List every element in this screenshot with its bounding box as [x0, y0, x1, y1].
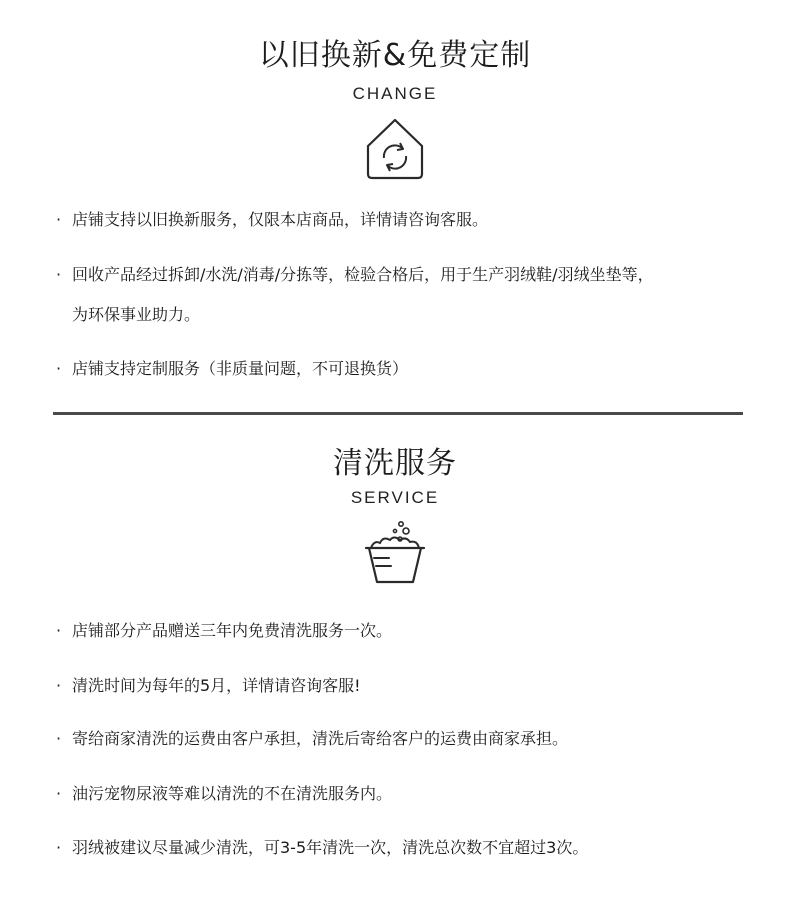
change-item-1	[56, 209, 488, 231]
change-item-2	[56, 264, 654, 286]
change-subtitle: CHANGE	[352, 84, 438, 103]
bullet-dot: ·	[56, 265, 62, 284]
service-item-4-text: 油污宠物尿液等难以清洗的不在清洗服务内。	[72, 784, 393, 803]
change-item-2-continuation: 为环保事业助力。	[72, 305, 201, 324]
house-recycle-icon	[0, 116, 790, 186]
service-item-2	[56, 675, 361, 697]
bullet-dot: ·	[56, 729, 62, 748]
service-item-4	[56, 783, 392, 805]
change-item-3-text: 店铺支持定制服务（非质量问题，不可退换货）	[72, 359, 409, 378]
service-item-1-text: 店铺部分产品赠送三年内免费清洗服务一次。	[72, 621, 393, 640]
service-item-3-text: 寄给商家清洗的运费由客户承担，清洗后寄给客户的运费由商家承担。	[72, 729, 569, 748]
bullet-dot: ·	[56, 210, 62, 229]
change-title: 以旧换新&免费定制	[258, 38, 532, 73]
bullet-dot: ·	[56, 359, 62, 378]
change-item-1-text: 店铺支持以旧换新服务，仅限本店商品，详情请咨询客服。	[72, 210, 489, 229]
service-item-2-text: 清洗时间为每年的5月，详情请咨询客服!	[72, 676, 361, 695]
service-item-5-text: 羽绒被建议尽量减少清洗，可3-5年清洗一次，清洗总次数不宜超过3次。	[72, 838, 589, 857]
service-item-5	[56, 837, 588, 859]
section-divider	[53, 412, 743, 415]
wash-basin-icon	[0, 518, 790, 590]
bullet-dot: ·	[56, 676, 62, 695]
service-item-3	[56, 728, 568, 750]
change-item-3	[56, 358, 408, 380]
bullet-dot: ·	[56, 621, 62, 640]
change-item-2-text: 回收产品经过拆卸/水洗/消毒/分拣等，检验合格后，用于生产羽绒鞋/羽绒坐垫等，	[72, 265, 654, 284]
bullet-dot: ·	[56, 838, 62, 857]
service-item-1	[56, 620, 392, 642]
service-subtitle: SERVICE	[350, 488, 440, 507]
bullet-dot: ·	[56, 784, 62, 803]
service-title: 清洗服务	[333, 446, 457, 481]
